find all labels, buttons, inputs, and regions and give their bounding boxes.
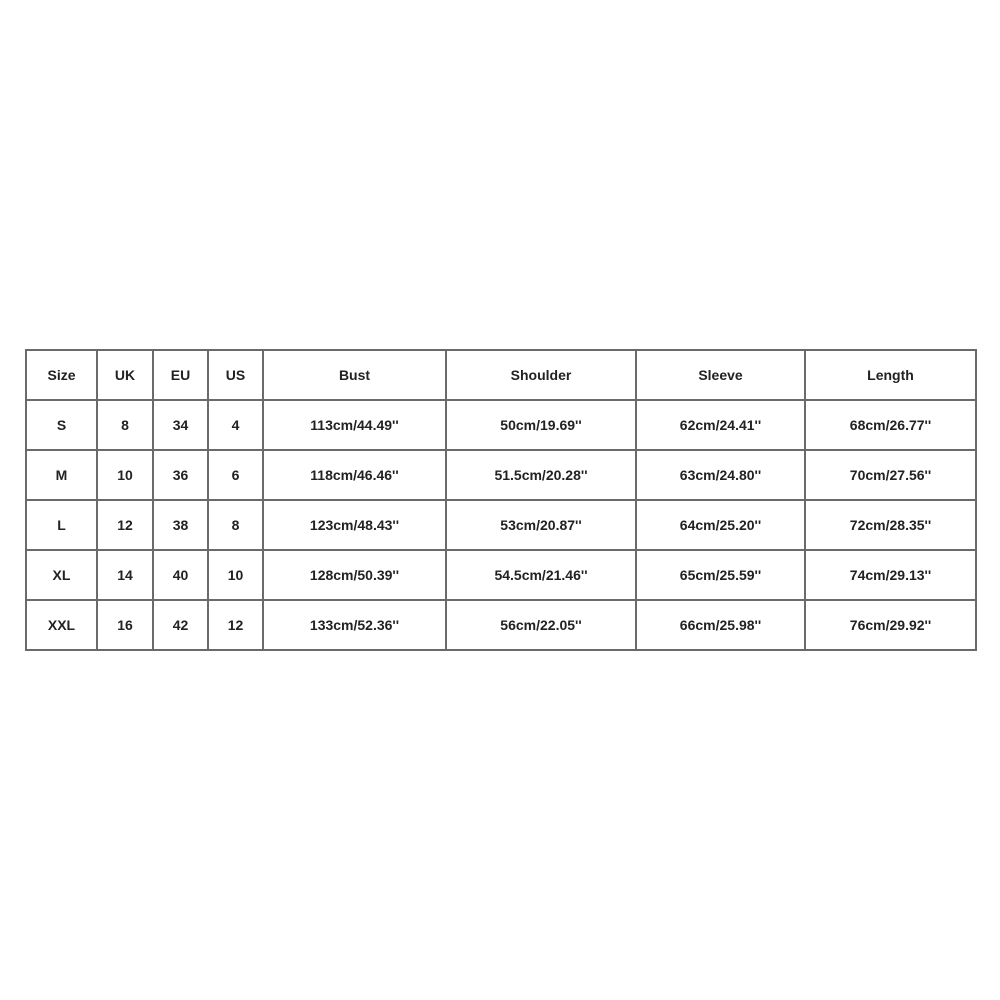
cell-sleeve: 64cm/25.20''	[636, 500, 805, 550]
cell-length: 74cm/29.13''	[805, 550, 976, 600]
cell-shoulder: 54.5cm/21.46''	[446, 550, 636, 600]
header-bust: Bust	[263, 350, 446, 400]
table-header-row	[26, 350, 976, 400]
cell-size: M	[26, 450, 97, 500]
header-eu: EU	[153, 350, 208, 400]
cell-length: 72cm/28.35''	[805, 500, 976, 550]
cell-shoulder: 50cm/19.69''	[446, 400, 636, 450]
cell-sleeve: 62cm/24.41''	[636, 400, 805, 450]
table-row	[26, 600, 976, 650]
cell-length: 70cm/27.56''	[805, 450, 976, 500]
header-us: US	[208, 350, 263, 400]
cell-uk: 10	[97, 450, 153, 500]
cell-bust: 123cm/48.43''	[263, 500, 446, 550]
table-row	[26, 550, 976, 600]
table-row	[26, 450, 976, 500]
cell-us: 6	[208, 450, 263, 500]
cell-length: 76cm/29.92''	[805, 600, 976, 650]
cell-eu: 36	[153, 450, 208, 500]
cell-eu: 34	[153, 400, 208, 450]
cell-sleeve: 65cm/25.59''	[636, 550, 805, 600]
cell-shoulder: 53cm/20.87''	[446, 500, 636, 550]
cell-bust: 128cm/50.39''	[263, 550, 446, 600]
cell-size: XXL	[26, 600, 97, 650]
header-shoulder: Shoulder	[446, 350, 636, 400]
header-uk: UK	[97, 350, 153, 400]
cell-bust: 133cm/52.36''	[263, 600, 446, 650]
size-chart-table	[25, 349, 977, 651]
cell-uk: 12	[97, 500, 153, 550]
cell-eu: 42	[153, 600, 208, 650]
cell-eu: 40	[153, 550, 208, 600]
cell-shoulder: 56cm/22.05''	[446, 600, 636, 650]
cell-us: 4	[208, 400, 263, 450]
cell-us: 8	[208, 500, 263, 550]
cell-shoulder: 51.5cm/20.28''	[446, 450, 636, 500]
cell-length: 68cm/26.77''	[805, 400, 976, 450]
header-length: Length	[805, 350, 976, 400]
cell-uk: 14	[97, 550, 153, 600]
cell-us: 10	[208, 550, 263, 600]
table-row	[26, 400, 976, 450]
cell-size: L	[26, 500, 97, 550]
cell-bust: 113cm/44.49''	[263, 400, 446, 450]
header-sleeve: Sleeve	[636, 350, 805, 400]
cell-eu: 38	[153, 500, 208, 550]
cell-bust: 118cm/46.46''	[263, 450, 446, 500]
cell-us: 12	[208, 600, 263, 650]
cell-sleeve: 66cm/25.98''	[636, 600, 805, 650]
cell-uk: 8	[97, 400, 153, 450]
cell-uk: 16	[97, 600, 153, 650]
table-row	[26, 500, 976, 550]
header-size: Size	[26, 350, 97, 400]
cell-sleeve: 63cm/24.80''	[636, 450, 805, 500]
cell-size: S	[26, 400, 97, 450]
cell-size: XL	[26, 550, 97, 600]
